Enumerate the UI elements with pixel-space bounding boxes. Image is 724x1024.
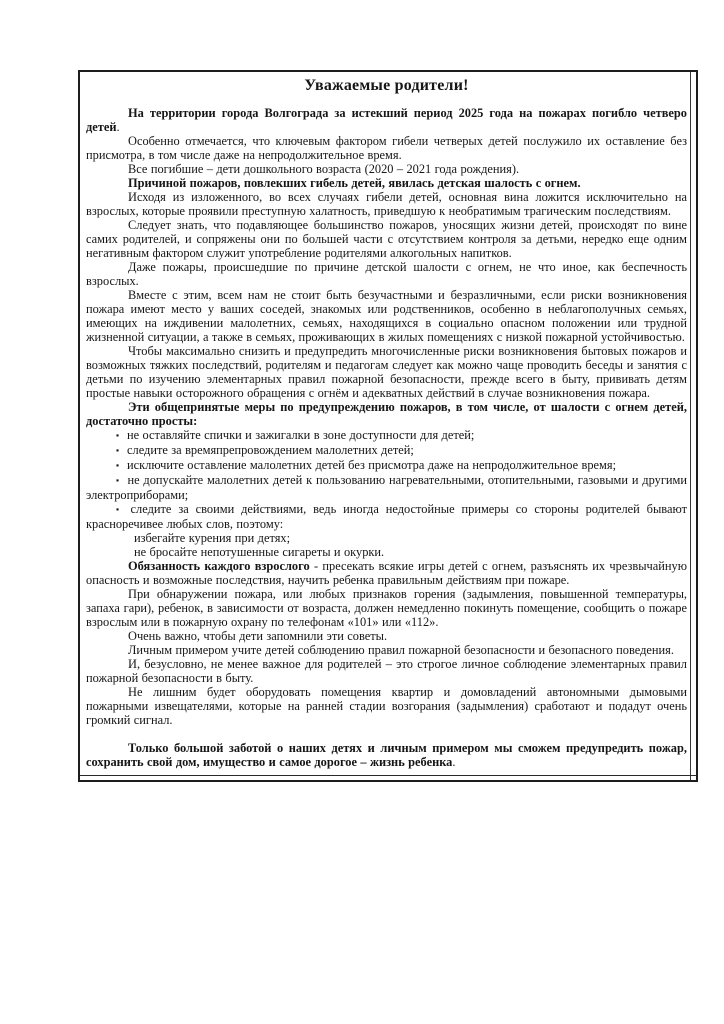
bullet-item-appliances	[86, 473, 687, 502]
text-run: Особенно отмечается, что ключевым фактором гибели четверых детей послужило их оставление без присмотра, в том числе даже на непродолжительное время.	[86, 134, 687, 162]
text-run: не бросайте непотушенные сигареты и окурки.	[134, 545, 385, 559]
text-run: Очень важно, чтобы дети запомнили эти советы.	[128, 629, 388, 643]
doc-paragraph-carelessness	[86, 260, 687, 288]
bullet-text: следите за своими действиями, ведь иногда недостойные примеры со стороны родителей бывают красноречивее любых слов, поэтому:	[86, 502, 688, 531]
bold-run: Причиной пожаров, повлекших гибель детей, явилась детская шалость с огнем.	[128, 176, 581, 190]
bullet-text: не оставляйте спички и зажигалки в зоне доступности для детей;	[127, 428, 475, 442]
bullet-square-icon: ▪	[116, 459, 120, 470]
bullet-square-icon: ▪	[116, 429, 120, 440]
blank-line	[86, 727, 687, 741]
bold-run: На территории города Волгограда за истекший период 2025 года на пожарах погибло четверо детей	[86, 106, 687, 134]
text-run: Чтобы максимально снизить и предупредить многочисленные риски возникновения бытовых пожаров и возможных тяжких последствий, родителям и педагогам следует как можно чаще проводить беседы и занятия с детьми по изучению элементарных правил пожарной безопасности, прежде всего в быту, прививать детям простые навыки осторожного обращения с огнём и адекватных действий в случае возникновения пожара.	[86, 344, 687, 400]
subline-no-cigarette-butts	[86, 545, 687, 559]
text-run: .	[452, 755, 456, 769]
text-run: избегайте курения при детях;	[134, 531, 291, 545]
doc-paragraph-ages	[86, 162, 687, 176]
text-run: И, безусловно, не менее важное для родителей – это строгое личное соблюдение элементарных правил пожарной безопасности в быту.	[86, 657, 687, 685]
doc-paragraph-unattended	[86, 134, 687, 162]
page-title: Уважаемые родители!	[304, 77, 469, 94]
bullet-text: следите за времяпрепровождением малолетних детей;	[127, 443, 414, 457]
document-frame	[78, 70, 698, 782]
text-run: .	[116, 120, 120, 134]
text-run: Исходя из изложенного, во всех случаях гибели детей, основная вина ложится исключительно на взрослых, которые проявили преступную халатность, приведшую к необратимым трагическим последствиям.	[86, 190, 687, 218]
bullet-square-icon: ▪	[116, 503, 123, 514]
bold-run: Эти общепринятые меры по предупреждению пожаров, в том числе, от шалости с огнем детей, достаточно просты:	[86, 400, 687, 428]
text-run: Все погибшие – дети дошкольного возраста (2020 – 2021 года рождения).	[128, 162, 520, 176]
doc-paragraph-prevention	[86, 344, 687, 400]
doc-paragraph-adult-duty	[86, 559, 687, 587]
text-run: Вместе с этим, всем нам не стоит быть безучастными и безразличными, если риски возникновения пожара имеют место у ваших соседей, знакомых или родственников, особенно в неблагополучных семьях, имеющих на иждивении малолетних, семьях, находящихся в социально опасном положении или трудной жизненной ситуации, а также в семьях, проживающих в жилых помещениях с низкой пожарной устойчивостью.	[86, 288, 687, 344]
text-run: При обнаружении пожара, или любых признаков горения (задымления, повышенной температуры, запаха гари), ребенок, в зависимости от возраста, должен немедленно покинуть помещение, сообщить о пожаре взрослым или в пожарную охрану по телефонам «101» или «112».	[86, 587, 687, 629]
subline-no-smoking	[86, 531, 687, 545]
bullet-text: не допускайте малолетних детей к пользованию нагревательными, отопительными, газовыми и другими электроприборами;	[86, 473, 688, 502]
text-run: Личным примером учите детей соблюдению правил пожарной безопасности и безопасного поведения.	[128, 643, 674, 657]
doc-paragraph-neighbors-risk	[86, 288, 687, 344]
bullet-item-own-actions	[86, 502, 687, 531]
doc-paragraph-fire-actions	[86, 587, 687, 629]
doc-paragraph-personal-example	[86, 643, 687, 657]
bold-run: Обязанность каждого взрослого	[128, 559, 310, 573]
doc-paragraph-blame	[86, 190, 687, 218]
text-run: Следует знать, что подавляющее большинство пожаров, уносящих жизни детей, происходят по вине самих родителей, и сопряжены они по большей части с отсутствием контроля за детьми, нередко еще одним негативным фактором служит употребление родителями алкогольных напитков.	[86, 218, 687, 260]
bullet-item-unattended	[86, 458, 687, 473]
doc-paragraph-own-compliance	[86, 657, 687, 685]
document-body	[80, 72, 696, 769]
text-run: Не лишним будет оборудовать помещения квартир и домовладений автономными дымовыми пожарными извещателями, которые на ранней стадии возгорания (задымления) сработают и подадут очень громкий сигнал.	[86, 685, 687, 727]
doc-paragraph-smoke-detectors	[86, 685, 687, 727]
doc-paragraph-closing	[86, 741, 687, 769]
doc-paragraph-deaths-summary	[86, 106, 687, 134]
doc-paragraph-measures-intro	[86, 400, 687, 428]
text-run: Даже пожары, происшедшие по причине детской шалости с огнем, не что иное, как беспечность взрослых.	[86, 260, 687, 288]
bullet-text: исключите оставление малолетних детей без присмотра даже на непродолжительное время;	[127, 458, 617, 472]
bold-run: Только большой заботой о наших детях и личным примером мы сможем предупредить пожар, сохранить свой дом, имущество и самое дорогое – жизнь ребенка	[86, 741, 687, 769]
doc-paragraph-parents-fault	[86, 218, 687, 260]
doc-paragraph-cause	[86, 176, 687, 190]
doc-paragraph-remember-advice	[86, 629, 687, 643]
bullet-square-icon: ▪	[116, 444, 120, 455]
bullet-item-supervision	[86, 443, 687, 458]
text-run: - пресекать всякие игры детей с огнем, разъяснять их чрезвычайную опасность и возможные последствия, научить ребенка правильным действиям при пожаре.	[86, 559, 687, 587]
bullet-item-matches	[86, 428, 687, 443]
bullet-square-icon: ▪	[116, 474, 120, 485]
